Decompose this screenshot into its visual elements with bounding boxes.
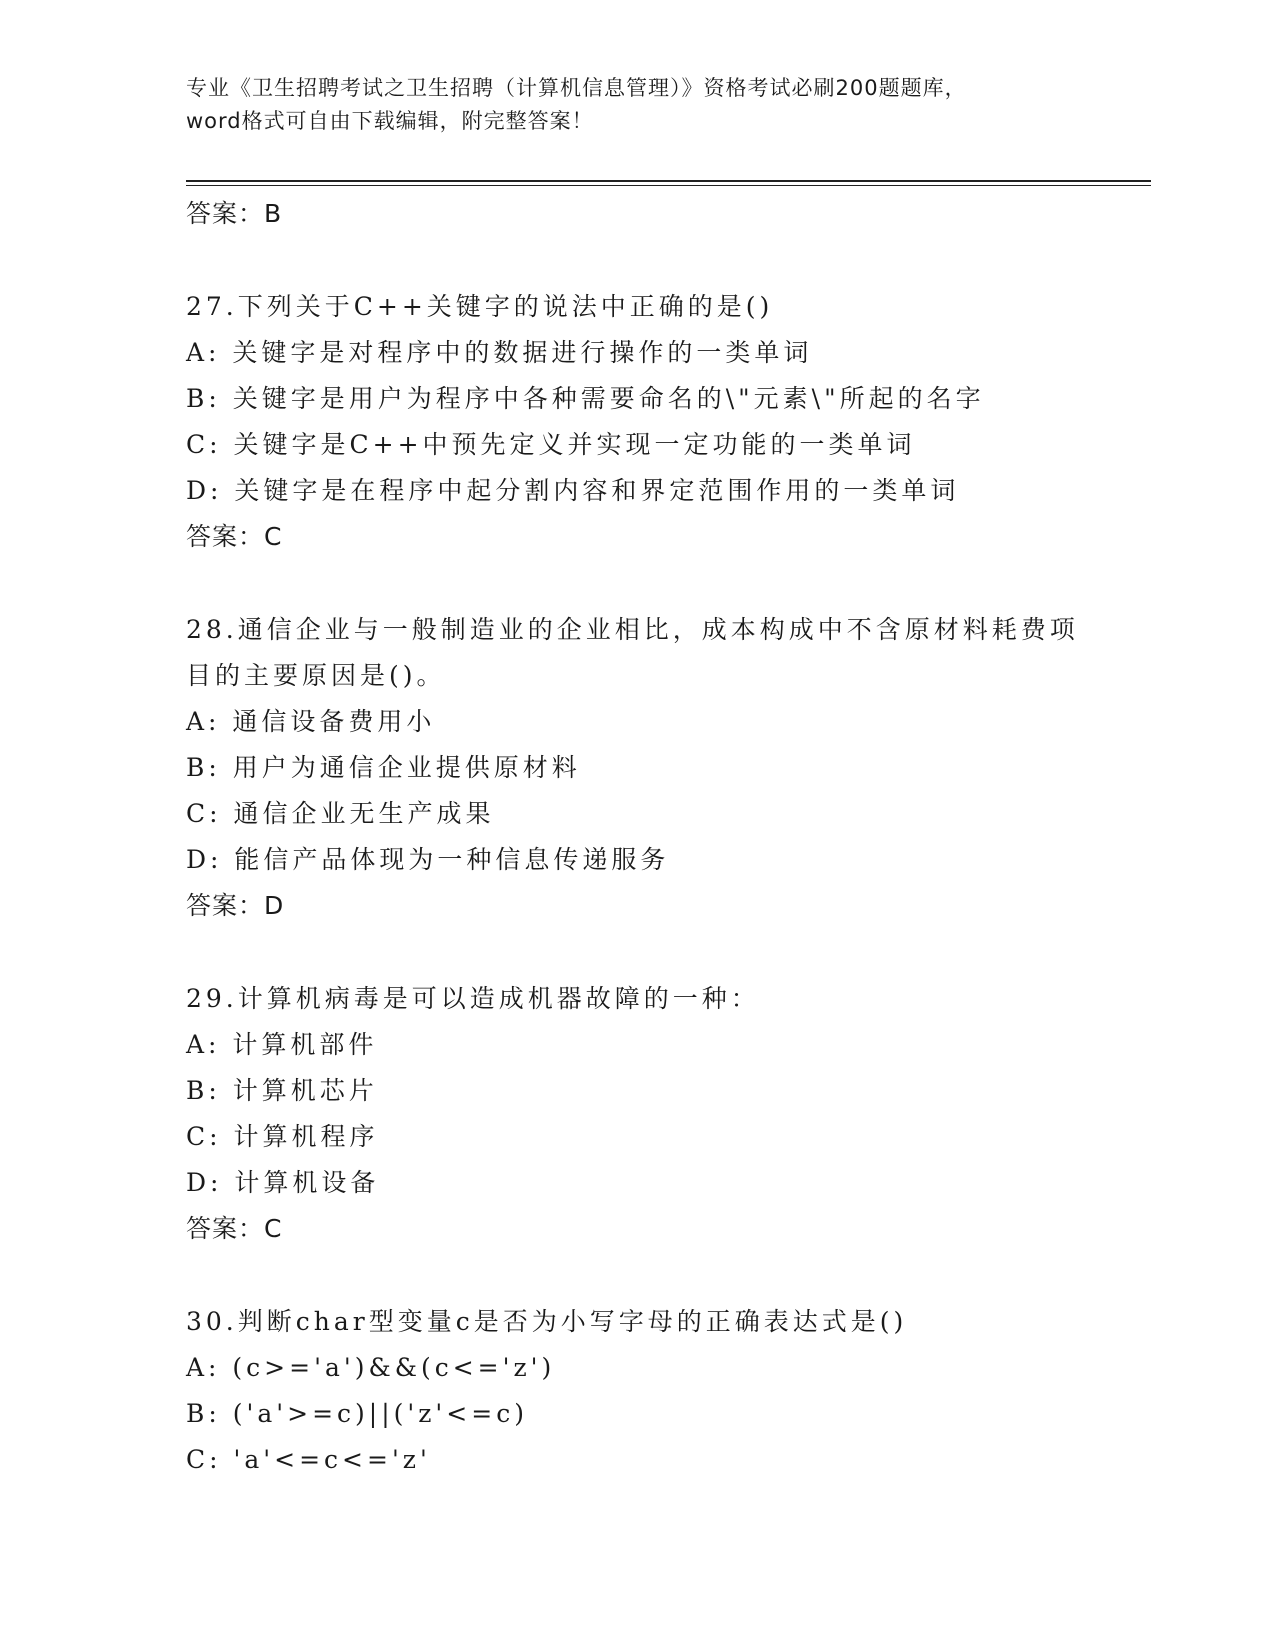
- answer-label: 答案：C: [186, 1214, 283, 1243]
- option-d: D: 关键字是在程序中起分割内容和界定范围作用的一类单词: [186, 476, 960, 505]
- question-28: [186, 607, 1086, 929]
- question-stem: 28.通信企业与一般制造业的企业相比，成本构成中不含原材料耗费项目的主要原因是()。: [186, 615, 1079, 690]
- header-rule-thick: [186, 180, 1151, 182]
- question-27: [186, 284, 1086, 560]
- option-a: A: 计算机部件: [186, 1030, 378, 1059]
- option-c: C: 'a'<=c<='z': [186, 1445, 431, 1474]
- option-a: A: 关键字是对程序中的数据进行操作的一类单词: [186, 338, 813, 367]
- option-d: D: 计算机设备: [186, 1168, 380, 1197]
- option-c: C: 通信企业无生产成果: [186, 799, 495, 828]
- question-list: [186, 191, 1086, 1483]
- header-line-2: word格式可自由下载编辑，附完整答案！: [186, 109, 594, 133]
- option-b: B: 关键字是用户为程序中各种需要命名的\"元素\"所起的名字: [186, 384, 985, 413]
- header-rule-thin: [186, 185, 1151, 186]
- question-29: [186, 976, 1086, 1252]
- answer-label: 答案：B: [186, 199, 283, 228]
- option-b: B: 计算机芯片: [186, 1076, 378, 1105]
- answer-label: 答案：C: [186, 522, 283, 551]
- answer-block-26: [186, 191, 1086, 237]
- option-d: D: 能信产品体现为一种信息传递服务: [186, 845, 670, 874]
- spacer: [186, 237, 1086, 284]
- question-stem: 29.计算机病毒是可以造成机器故障的一种：: [186, 984, 760, 1013]
- question-stem: 30.判断char型变量c是否为小写字母的正确表达式是(): [186, 1307, 908, 1336]
- option-c: C: 关键字是C++中预先定义并实现一定功能的一类单词: [186, 430, 916, 459]
- option-a: A: (c>='a')&&(c<='z'): [186, 1353, 556, 1382]
- answer-label: 答案：D: [186, 891, 285, 920]
- option-c: C: 计算机程序: [186, 1122, 379, 1151]
- option-b: B: 用户为通信企业提供原材料: [186, 753, 581, 782]
- spacer: [186, 560, 1086, 607]
- document-header: [186, 72, 1086, 138]
- spacer: [186, 1252, 1086, 1299]
- spacer: [186, 929, 1086, 976]
- option-a: A: 通信设备费用小: [186, 707, 436, 736]
- header-line-1: 专业《卫生招聘考试之卫生招聘（计算机信息管理）》资格考试必刷200题题库，: [186, 76, 967, 100]
- question-stem: 27.下列关于C++关键字的说法中正确的是(): [186, 292, 774, 321]
- option-b: B: ('a'>=c)||('z'<=c): [186, 1399, 528, 1428]
- question-30: [186, 1299, 1086, 1483]
